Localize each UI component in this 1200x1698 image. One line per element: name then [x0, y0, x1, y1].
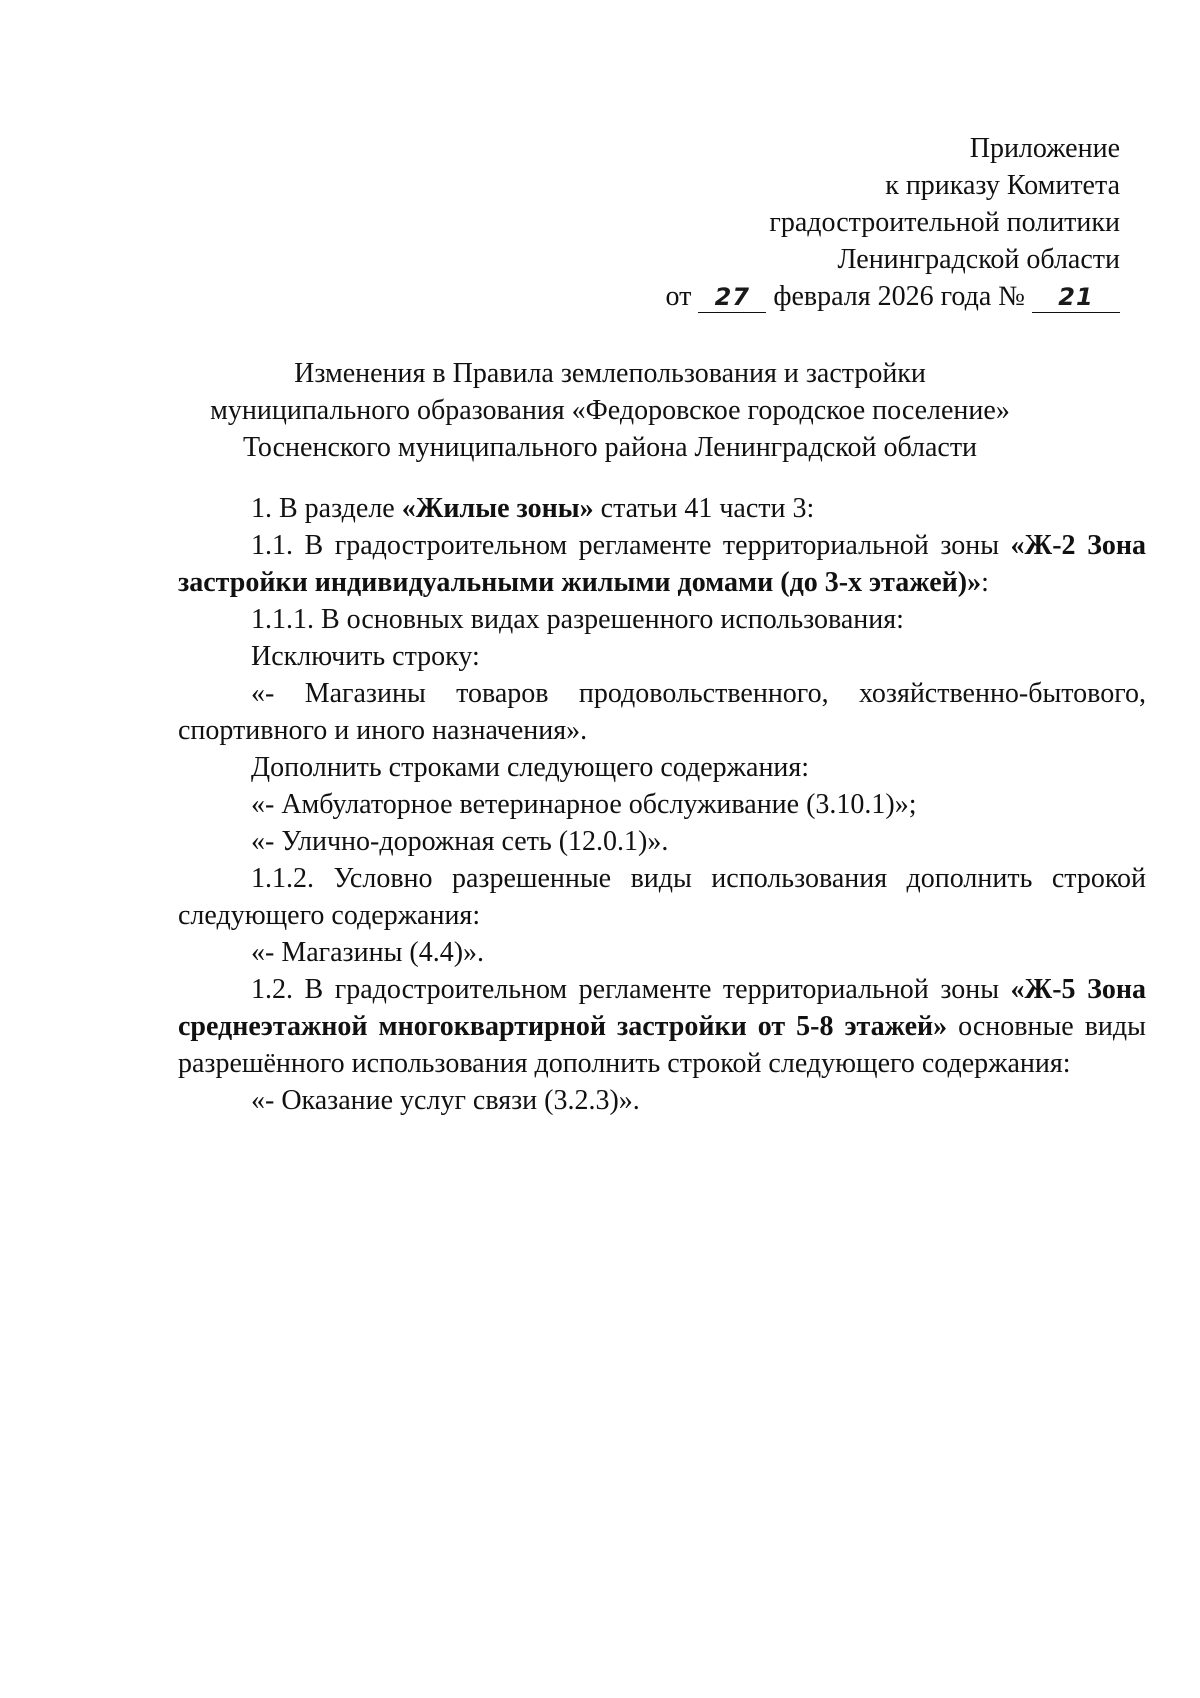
appendix-block	[520, 130, 1120, 315]
p11-suffix: основные виды разрешённого использования дополнить строкой следующего содержания:	[178, 1011, 1146, 1079]
order-day-handwritten: 27	[714, 283, 751, 311]
order-number-field	[1032, 282, 1120, 313]
order-number-handwritten: 21	[1058, 283, 1094, 311]
p11-bold: «Ж-5 Зона среднеэтажной многоквартирной застройки от 5-8 этажей»	[178, 974, 1146, 1042]
paragraph-add-row-1: «- Амбулаторное ветеринарное обслуживание (3.10.1)»;	[251, 789, 917, 820]
title-line-1: Изменения в Правила землепользования и застройки	[294, 358, 926, 389]
p2-suffix: :	[981, 567, 989, 598]
order-month-year: февраля 2026 года №	[773, 281, 1025, 312]
p11-prefix: 1.2. В градостроительном регламенте территориальной зоны	[251, 974, 1011, 1005]
paragraph-add-row-2: «- Улично-дорожная сеть (12.0.1)».	[251, 826, 669, 857]
appendix-title: Приложение	[969, 133, 1120, 164]
paragraph-1	[178, 490, 1146, 527]
paragraph-1-1-2: 1.1.2. Условно разрешенные виды использования дополнить строкой следующего содержания:	[178, 863, 1146, 931]
order-date-line	[520, 278, 1120, 315]
paragraph-add-row-3: «- Магазины (4.4)».	[251, 937, 485, 968]
order-prefix: от	[665, 281, 692, 312]
title-line-2: муниципального образования «Федоровское городское поселение»	[210, 395, 1010, 426]
appendix-committee: градостроительной политики	[769, 207, 1120, 238]
p1-prefix: 1. В разделе	[251, 493, 402, 524]
order-day-field	[698, 282, 766, 313]
paragraph-add: Дополнить строками следующего содержания:	[251, 752, 810, 783]
appendix-order-ref: к приказу Комитета	[885, 170, 1120, 201]
p2-prefix: 1.1. В градостроительном регламенте территориальной зоны	[251, 530, 1011, 561]
paragraph-1-1	[178, 527, 1146, 601]
paragraph-excluded-row: «- Магазины товаров продовольственного, хозяйственно-бытового, спортивного и иного назначения».	[178, 678, 1146, 746]
paragraph-exclude: Исключить строку:	[251, 641, 480, 672]
paragraph-1-2	[178, 971, 1146, 1082]
p2-bold: «Ж-2 Зона застройки индивидуальными жилыми домами (до 3-х этажей)»	[178, 530, 1146, 598]
document-body	[178, 490, 1146, 1119]
paragraph-add-row-4: «- Оказание услуг связи (3.2.3)».	[251, 1085, 640, 1116]
paragraph-1-1-1: 1.1.1. В основных видах разрешенного использования:	[251, 604, 904, 635]
p1-bold: «Жилые зоны»	[401, 493, 594, 524]
p1-suffix: статьи 41 части 3:	[593, 493, 815, 524]
document-title	[180, 355, 1040, 466]
title-line-3: Тосненского муниципального района Ленинградской области	[242, 432, 978, 463]
appendix-region: Ленинградской области	[837, 244, 1120, 275]
